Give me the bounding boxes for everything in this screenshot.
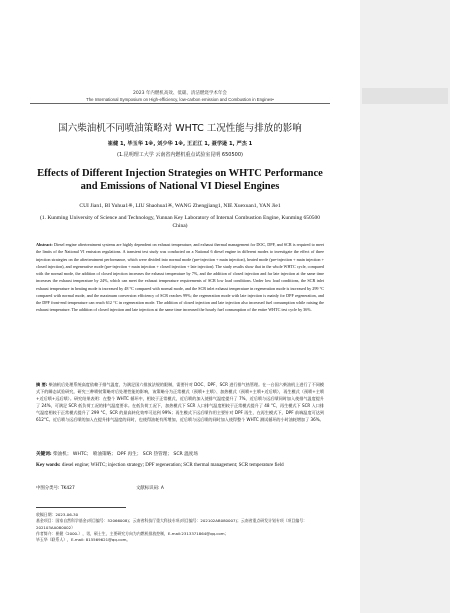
clc-number: 中图分类号: TK427 [36, 486, 75, 491]
affiliation-en: (1. Kunming University of Science and Technology, Yunnan Key Laboratory of Internal Combustion Engine, Kunming 650500 China) [40, 215, 321, 229]
authors-cn: 崔健 1, 毕玉华 1※, 刘少华 1※, 王正江 1, 聂学逊 1, 严杰 1 [107, 141, 253, 147]
footnote-received: 收稿日期：2023-06-30 [36, 512, 79, 517]
conference-header-cn: 2023 年内燃机高效、低碳、清洁燃烧学术年会 [133, 91, 227, 96]
keywords-en [36, 462, 324, 470]
footnotes [36, 512, 324, 543]
keywords-cn-label: 关键词: [36, 452, 52, 457]
footnote-funding: 基金项目：国家自然科学基金(项目编号：52066008)；云南省科技厅重大科技专项(项目编号：202102AB080007)；云南省重点研发计划专项（项目编号：202103AA080002） [36, 518, 307, 530]
abstract-en-text: Diesel engine aftertreatment systems are highly dependent on exhaust temperature, and exhaust thermal management for DOC, DPF, and SCR is required to meet the limits of the National VI emission regulations. A transient test study was conducted on a National 6 diesel engine in different modes to investigate the effect of three injection strategies on the aftertreatment performance, which were divided into normal mode (pre-injection + main injection), heated mode (pre-injection + main injection + closed injection), and regenerative mode (pre-injection + main injection + closed injection + late injection). The study results show that in the whole WHTC cycle, compared with the normal mode, the addition of closed injection increases the exhaust temperature by 7%, and the addition of closed injection and far late injection at the same time increases the exhaust temperature by 24%, which can meet the exhaust temperature requirements of SCR low load conditions. Under low load conditions, the SCR inlet exhaust temperature in heating mode is increased by 48 °C compared with normal mode, and the SCR inlet exhaust temperature in regeneration mode is increased by 299 °C compared with normal mode, and the maximum conversion efficiency of SCR reaches 99%; the regeneration mode with late injection is mainly for DPF regeneration, and the DPF front-end temperature can reach 612 °C in regeneration mode. The addition of closed injection and late injection also increased fuel consumption while raising the exhaust temperature. The addition of closed injection and late injection at the same time increased the hourly fuel consumption of the entire WHTC test cycle by 36%. [36, 242, 324, 313]
paper-title-en-line1: Effects of Different Injection Strategies on WHTC Performance [37, 168, 323, 179]
footnote-rule [36, 507, 126, 508]
abstract-cn [36, 381, 324, 424]
conference-header-en: The International Symposium on High-efficiency, low-carbon emission and Combustion in Engines• [86, 97, 274, 102]
header-rule [30, 103, 330, 104]
footnote-author-bio: 作者简介：崔健（2000-），男，硕士生，主要研究方向为内燃机排放控制，E-mail:2313371864@qq.com； [36, 530, 229, 536]
affiliation-cn: (1.昆明理工大学 云南省内燃机重点试验室昆明 650500) [117, 152, 243, 158]
document-code: 文献标识码: A [136, 486, 164, 491]
paper-title-en [20, 167, 340, 193]
keywords-en-label: Key words: [36, 463, 61, 468]
keywords-cn-text: 柴油机； WHTC； 喷油策略； DPF 再生； SCR 热管理； SCR 温度场 [53, 452, 198, 457]
comment-balloon[interactable] [362, 88, 448, 104]
keywords-cn [36, 451, 324, 457]
footnote-contact: 毕玉华（联系人），E-mail: 815569621@qq.com。 [36, 537, 131, 543]
classification-row [36, 485, 324, 491]
authors-en: CUI Jian1, BI Yuhua1※, LIU Shaohua1※, WANG Zhengjiang1, NIE Xuexuan1, YAN Jie1 [79, 203, 281, 209]
paper-title-en-line2: and Emissions of National VI Diesel Engines [80, 181, 280, 192]
abstract-cn-label: 摘 要: [36, 382, 48, 387]
paper-title-cn: 国六柴油机不同喷油策略对 WHTC 工况性能与排放的影响 [58, 123, 302, 134]
abstract-en [36, 241, 324, 314]
keywords-en-text: diesel engine; WHTC; injection strategy; DPF regeneration; SCR thermal management; SCR temperature field [61, 463, 284, 468]
abstract-en-label: Abstract: [36, 242, 53, 247]
abstract-cn-text: 柴油机后处理系统高度依赖于排气温度，为满足国六排放法规的限制，需要针对 DOC、DPF、SCR 进行排气热管理。在一台国六柴油机上进行了不同模式下的瞬态试验研究，研究三种喷射策略对后处理性能的影响，该策略分为正常模式（预喷+主喷）、加热模式（预喷+主喷+近后喷），再生模式（预喷+主喷+近后喷+远后喷）。研究结果表明：在整个 WHTC 循环中，相较于正常模式，近后喷的加入使排气温度提升了 7%，近后喷与远后喷同时加入使排气温度提升了 24%，可满足 SCR 低负荷工况的排气温度要求。在低负荷工况下，加热模式下 SCR 入口排气温度相较于正常模式提升了 48 °C，再生模式下 SCR 入口排气温度相较于正常模式提升了 299 °C，SCR 的最高转化效率可达到 99%；再生模式下远后喷作用主要针对 DPF 再生，在再生模式下，DPF 前端温度可达到 612°C。近后喷与远后喷的加入在提升排气温度的同时，也使得油耗有所增加，近后喷与远后喷的同时加入使得整个 WHTC 测试循环的小时油耗增加了 36%。 [36, 382, 324, 423]
